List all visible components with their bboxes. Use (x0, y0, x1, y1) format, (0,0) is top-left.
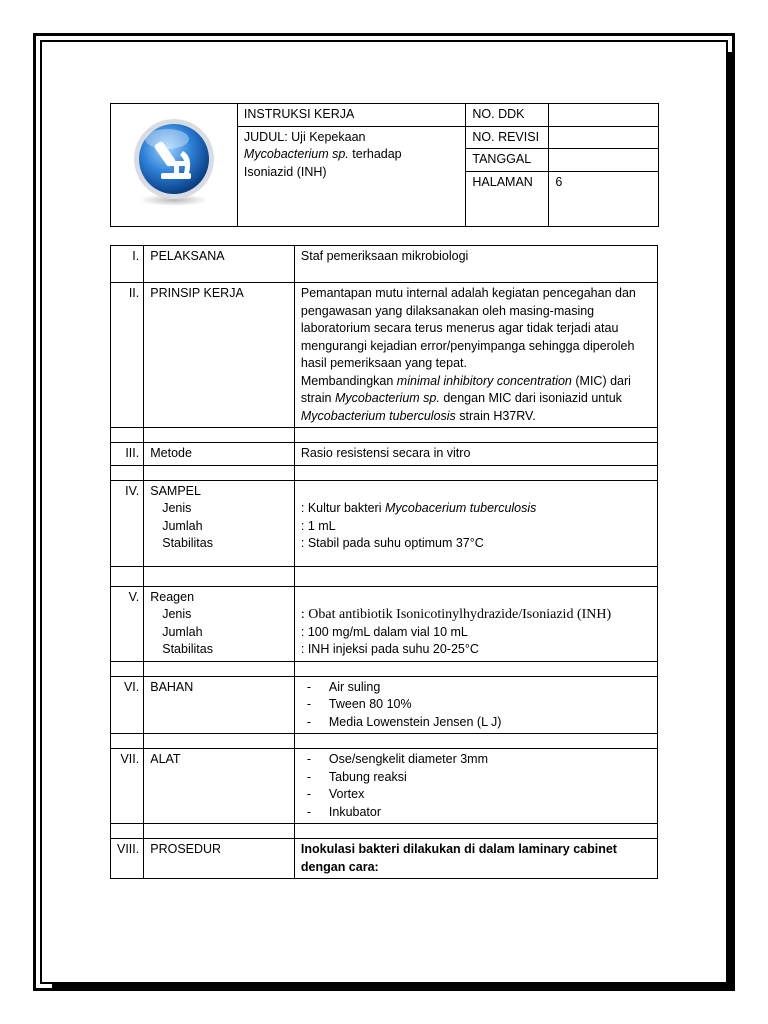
section-content (294, 749, 657, 824)
list-item: - Air suling (301, 679, 651, 697)
list-item: - Media Lowenstein Jensen (L J) (301, 714, 651, 732)
list-item: - Vortex (301, 786, 651, 804)
microscope-icon (127, 115, 221, 209)
section-label: BAHAN (144, 676, 295, 734)
section-number: V. (111, 586, 144, 661)
section-content: : Obat antibiotik Isonicotinylhydrazide/Isoniazid (INH) : 100 mg/mL dalam vial 10 mL : INH injeksi pada suhu 20-25°C (294, 586, 657, 661)
logo-cell (111, 104, 238, 227)
section-row (111, 246, 658, 283)
section-row (111, 839, 658, 879)
field-label-no-ddk: NO. DDK (466, 104, 549, 127)
page-border-shadow (728, 52, 735, 991)
document-header (110, 103, 659, 227)
doc-type: INSTRUKSI KERJA (237, 104, 465, 127)
section-label: Reagen Jenis Jumlah Stabilitas (144, 586, 295, 661)
materials-list (301, 679, 651, 732)
section-number: I. (111, 246, 144, 283)
section-content: Inokulasi bakteri dilakukan di dalam laminary cabinet dengan cara: (294, 839, 657, 879)
tools-list (301, 751, 651, 821)
section-content: Pemantapan mutu internal adalah kegiatan pencegahan dan pengawasan yang dilaksanakan oleh masing-masing laboratorium secara terus menerus agar tidak terjadi atau mengurangi kejadian error/penyimpanga sehingga diperoleh hasil pemeriksaan yang tepat. Membandingkan minimal inhibitory concentration (MIC) dari strain Mycobacterium sp. dengan MIC dari isoniazid untuk Mycobacterium tuberculosis strain H37RV. (294, 283, 657, 428)
field-value-tanggal (549, 149, 659, 172)
field-label-halaman: HALAMAN (466, 171, 549, 226)
list-item: - Ose/sengkelit diameter 3mm (301, 751, 651, 769)
section-row (111, 480, 658, 566)
spacer-row (111, 734, 658, 749)
section-label: PRINSIP KERJA (144, 283, 295, 428)
section-label: PELAKSANA (144, 246, 295, 283)
spacer-row (111, 465, 658, 480)
section-label: Metode (144, 443, 295, 466)
section-content: : Kultur bakteri Mycobacerium tuberculosis : 1 mL : Stabil pada suhu optimum 37°C (294, 480, 657, 566)
field-label-tanggal: TANGGAL (466, 149, 549, 172)
section-number: II. (111, 283, 144, 428)
section-row (111, 443, 658, 466)
list-item: - Inkubator (301, 804, 651, 822)
section-row (111, 676, 658, 734)
section-number: IV. (111, 480, 144, 566)
spacer-row (111, 661, 658, 676)
field-value-no-revisi (549, 126, 659, 149)
list-item: - Tabung reaksi (301, 769, 651, 787)
section-content: Staf pemeriksaan mikrobiologi (294, 246, 657, 283)
section-content: Rasio resistensi secara in vitro (294, 443, 657, 466)
field-value-halaman: 6 (549, 171, 659, 226)
section-number: III. (111, 443, 144, 466)
section-row (111, 586, 658, 661)
page-border-shadow (52, 984, 735, 991)
list-item: - Tween 80 10% (301, 696, 651, 714)
spacer-row (111, 824, 658, 839)
section-number: VIII. (111, 839, 144, 879)
doc-title: JUDUL: Uji Kepekaan Mycobacterium sp. terhadap Isoniazid (INH) (237, 126, 465, 226)
section-content (294, 676, 657, 734)
work-instruction-table (110, 245, 658, 879)
section-row (111, 283, 658, 428)
field-label-no-revisi: NO. REVISI (466, 126, 549, 149)
section-row (111, 749, 658, 824)
field-value-no-ddk (549, 104, 659, 127)
section-number: VI. (111, 676, 144, 734)
spacer-row (111, 428, 658, 443)
spacer-row (111, 566, 658, 586)
section-label: PROSEDUR (144, 839, 295, 879)
section-label: SAMPEL Jenis Jumlah Stabilitas (144, 480, 295, 566)
section-number: VII. (111, 749, 144, 824)
section-label: ALAT (144, 749, 295, 824)
